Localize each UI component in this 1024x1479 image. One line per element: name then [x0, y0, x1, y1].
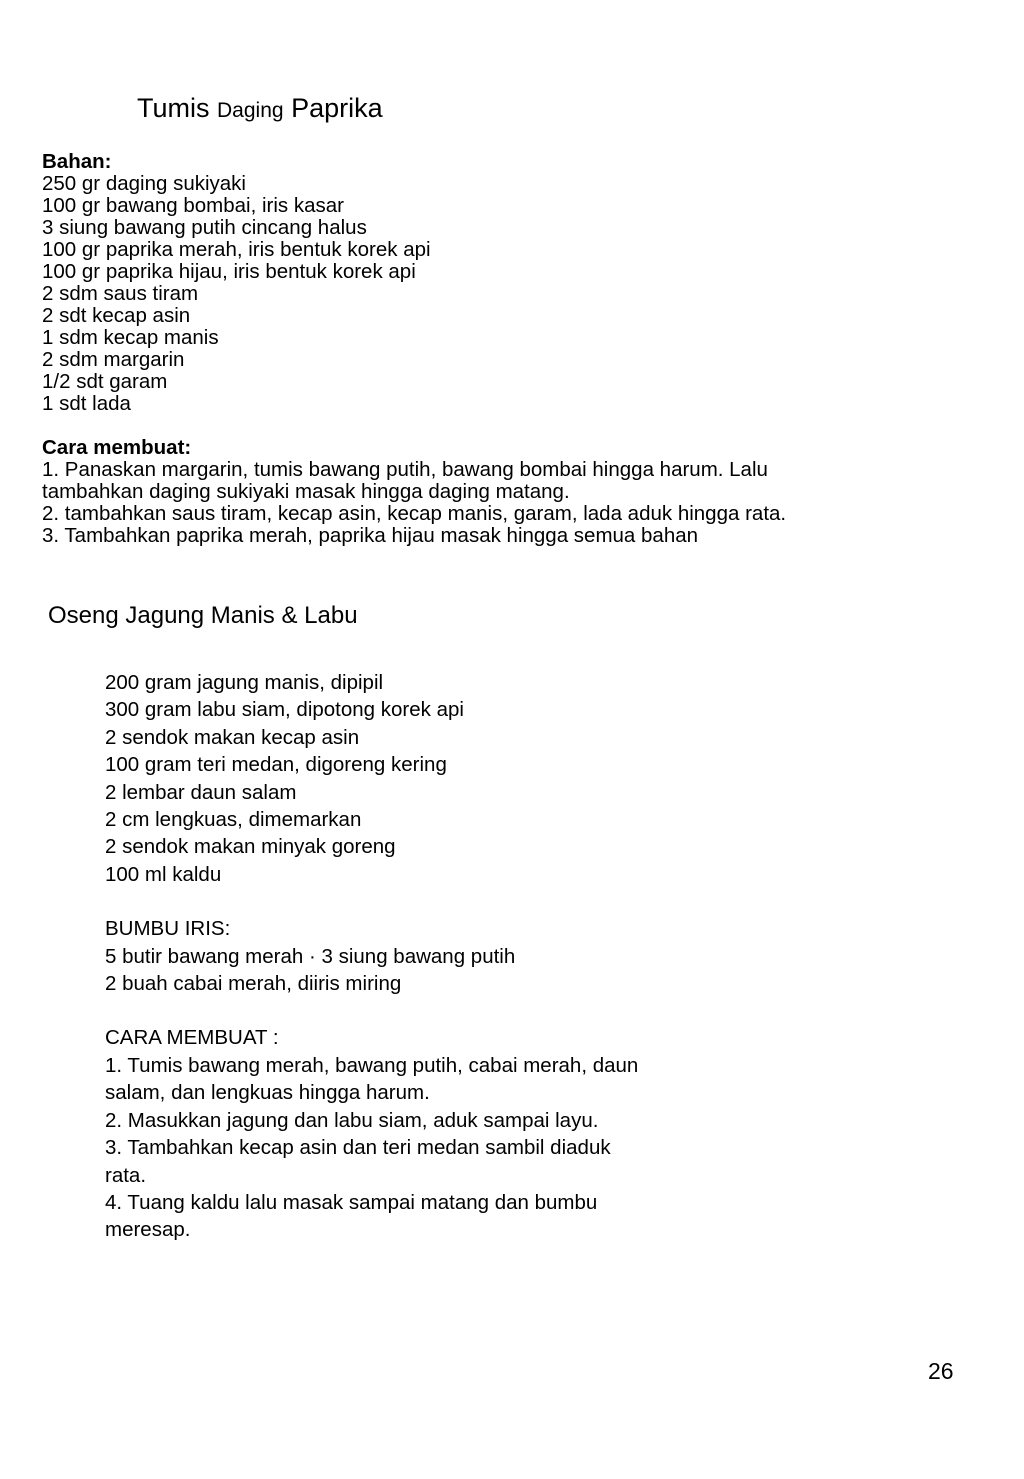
recipe2-step-line: rata. — [105, 1163, 147, 1187]
recipe1-title-part3: Paprika — [291, 93, 383, 123]
recipe2-ingredient-line: 2 cm lengkuas, dimemarkan — [105, 808, 362, 832]
recipe2-spice-heading: BUMBU IRIS: — [105, 917, 231, 941]
recipe1-step-line: tambahkan daging sukiyaki masak hingga daging matang. — [42, 480, 570, 503]
recipe1-ingredient-line: 2 sdm saus tiram — [42, 282, 199, 305]
recipe2-ingredient-line: 100 gram teri medan, digoreng kering — [105, 753, 447, 777]
recipe1-body — [42, 151, 982, 547]
recipe2-title: Oseng Jagung Manis & Labu — [48, 602, 358, 629]
recipe2-ingredient-line: 200 gram jagung manis, dipipil — [105, 671, 384, 694]
recipe1-ingredient-line: 100 gr bawang bombai, iris kasar — [42, 194, 344, 217]
recipe2-ingredient-line: 2 sendok makan minyak goreng — [105, 835, 396, 859]
recipe1-ingredient-line: 3 siung bawang putih cincang halus — [42, 216, 367, 239]
recipe1-ingredients-heading: Bahan: — [42, 150, 112, 173]
recipe1-step-line: 2. tambahkan saus tiram, kecap asin, kecap manis, garam, lada aduk hingga rata. — [42, 502, 787, 525]
recipe2-ingredient-line: 300 gram labu siam, dipotong korek api — [105, 698, 464, 722]
spacer — [105, 997, 805, 1024]
recipe1-title-part2: Daging — [217, 99, 284, 122]
recipe2-spice-line: 5 butir bawang merah · 3 siung bawang putih — [105, 944, 516, 968]
spacer — [42, 415, 982, 437]
page-number: 26 — [928, 1358, 954, 1384]
recipe1-ingredient-line: 2 sdt kecap asin — [42, 304, 191, 327]
recipe2-step-line: 4. Tuang kaldu lalu masak sampai matang dan bumbu — [105, 1190, 598, 1214]
recipe1-ingredient-line: 250 gr daging sukiyaki — [42, 172, 246, 195]
recipe2-steps-heading: CARA MEMBUAT : — [105, 1026, 279, 1050]
recipe1-step-line: 1. Panaskan margarin, tumis bawang putih, bawang bombai hingga harum. Lalu — [42, 458, 768, 481]
recipe1-ingredient-line: 100 gr paprika merah, iris bentuk korek api — [42, 238, 431, 261]
recipe2-step-line: meresap. — [105, 1218, 191, 1242]
recipe1-ingredient-line: 1 sdt lada — [42, 392, 131, 415]
recipe2-ingredient-line: 2 sendok makan kecap asin — [105, 725, 360, 749]
recipe2-step-line: 3. Tambahkan kecap asin dan teri medan sambil diaduk — [105, 1136, 611, 1160]
recipe1-step-line: 3. Tambahkan paprika merah, paprika hijau masak hingga semua bahan — [42, 524, 699, 547]
recipe2-step-line: 1. Tumis bawang merah, bawang putih, cabai merah, daun — [105, 1053, 639, 1077]
recipe2-step-line: salam, dan lengkuas hingga harum. — [105, 1081, 430, 1105]
recipe1-ingredient-line: 2 sdm margarin — [42, 348, 185, 371]
recipe2-body — [105, 669, 805, 1244]
spacer — [105, 888, 805, 915]
recipe1-title-part1: Tumis — [137, 93, 210, 123]
recipe2-ingredient-line: 2 lembar daun salam — [105, 780, 297, 804]
recipe1-steps-heading: Cara membuat: — [42, 436, 192, 459]
recipe1-title — [137, 92, 383, 127]
recipe2-step-line: 2. Masukkan jagung dan labu siam, aduk sampai layu. — [105, 1108, 599, 1132]
recipe2-spice-line: 2 buah cabai merah, diiris miring — [105, 972, 402, 996]
recipe1-ingredient-line: 1/2 sdt garam — [42, 370, 168, 393]
recipe2-ingredient-line: 100 ml kaldu — [105, 862, 222, 886]
recipe1-ingredient-line: 100 gr paprika hijau, iris bentuk korek api — [42, 260, 416, 283]
recipe1-ingredient-line: 1 sdm kecap manis — [42, 326, 219, 349]
